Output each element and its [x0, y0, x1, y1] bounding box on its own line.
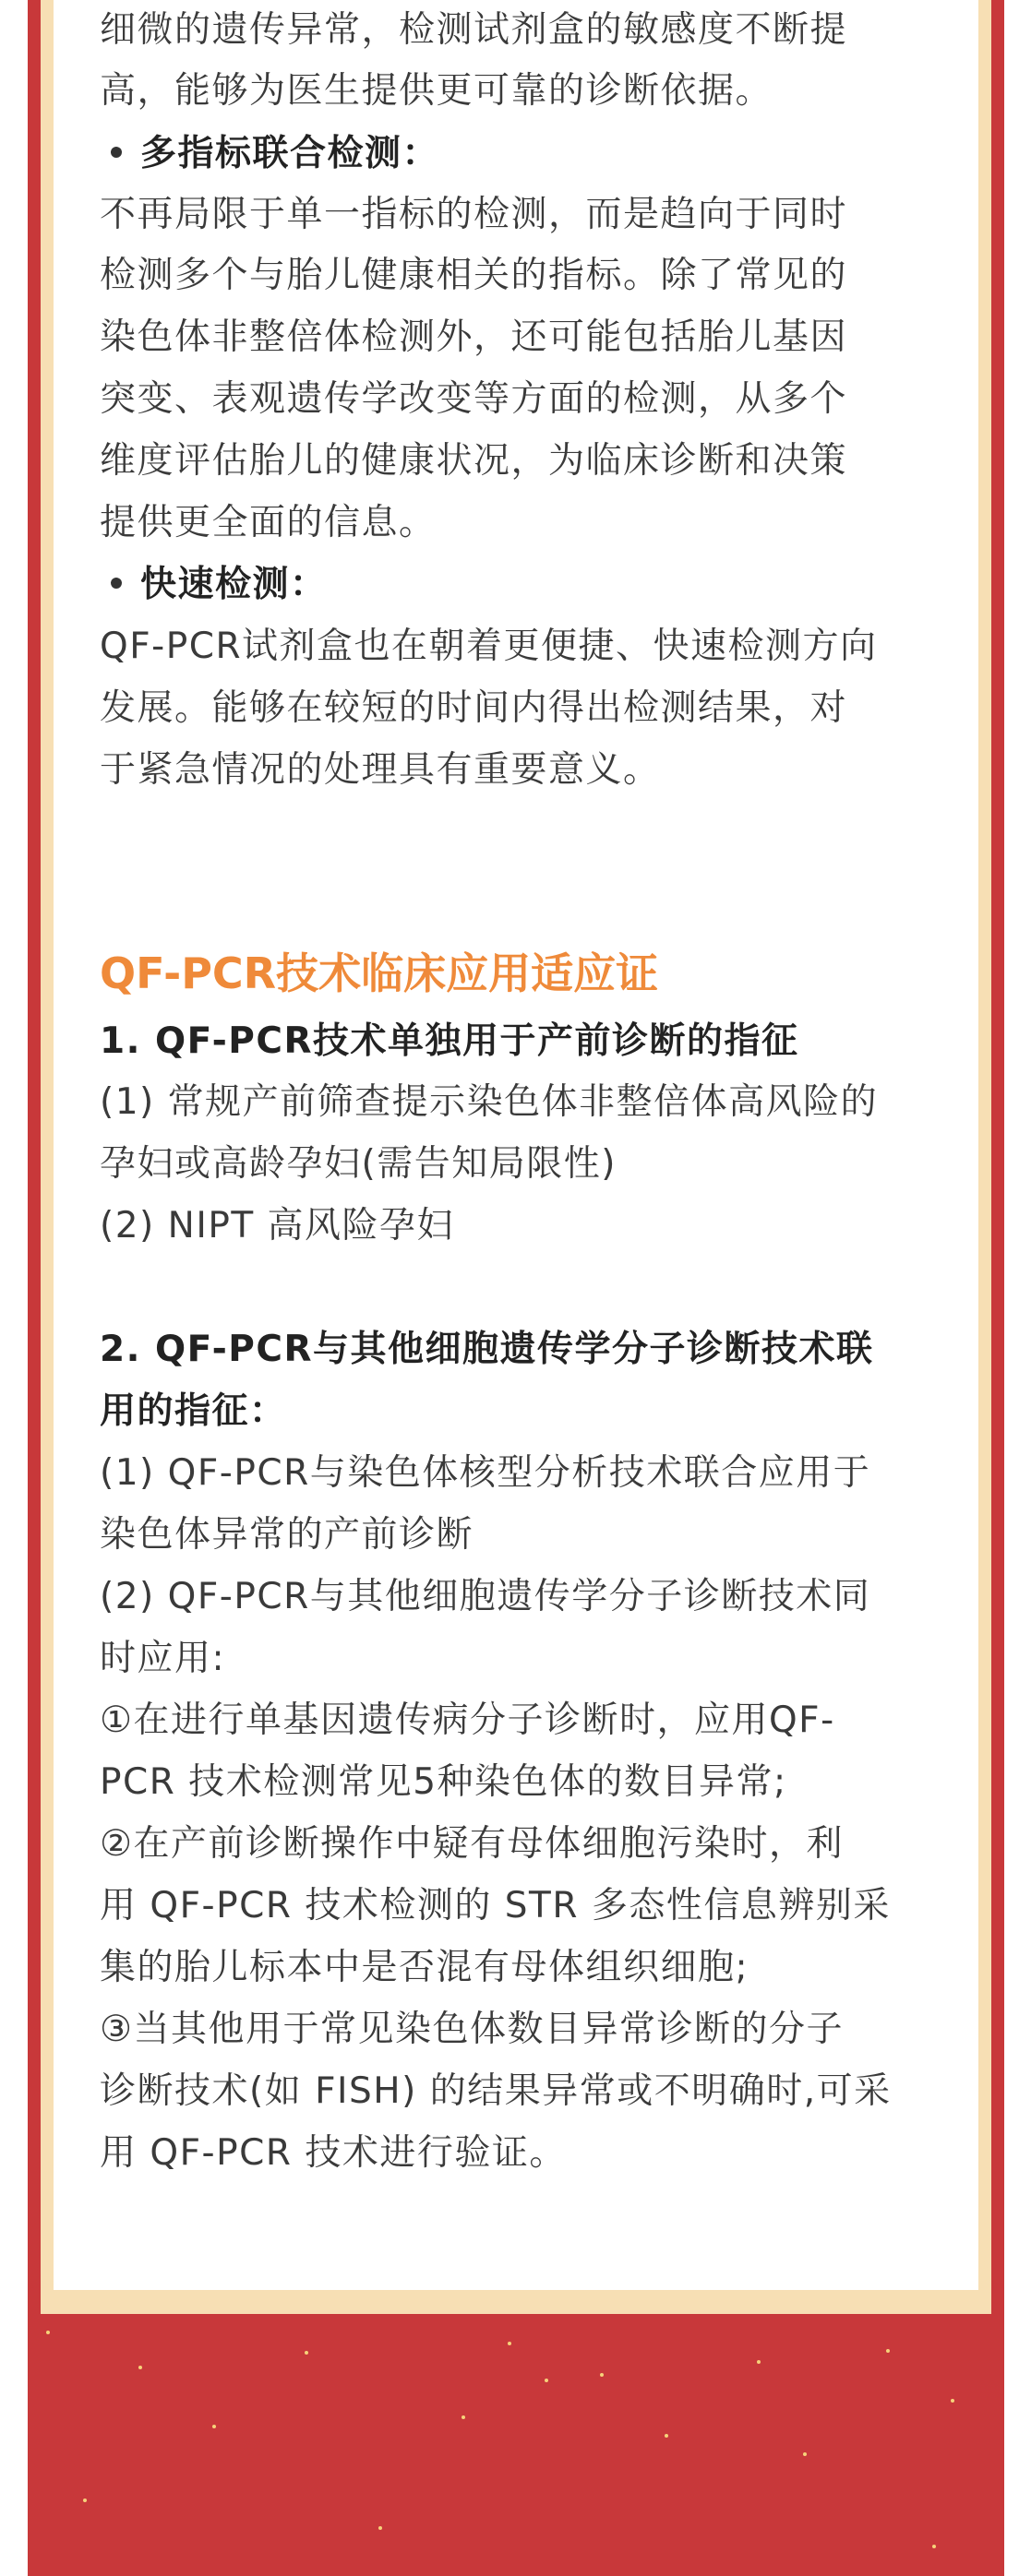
paragraph-line: 高，能够为医生提供更可靠的诊断依据。	[100, 70, 773, 112]
subsection-title: 1. QF-PCR技术单独用于产前诊断的指征	[100, 1020, 799, 1062]
paragraph-line: 发展。能够在较短的时间内得出检测结果，对	[100, 687, 848, 729]
bullet-label: 快速检测：	[140, 564, 328, 605]
list-item-line: 染色体异常的产前诊断	[100, 1514, 474, 1556]
list-item-line: 集的胎儿标本中是否混有母体组织细胞;	[100, 1947, 749, 1988]
list-item-line: 用 QF-PCR 技术进行验证。	[100, 2132, 567, 2174]
right-red-border	[991, 0, 1004, 2576]
list-item-line: PCR 技术检测常见5种染色体的数目异常;	[100, 1761, 787, 1803]
sparkle-decoration	[757, 2360, 761, 2364]
list-item-line: ②在产前诊断操作中疑有母体细胞污染时，利	[100, 1823, 844, 1865]
bullet-item-multi-index	[100, 124, 439, 185]
sparkle-decoration	[138, 2366, 142, 2369]
sparkle-decoration	[665, 2434, 668, 2438]
paragraph-line: 不再局限于单一指标的检测，而是趋向于同时	[100, 194, 848, 235]
paragraph-line: 维度评估胎儿的健康状况，为临床诊断和决策	[100, 440, 848, 482]
bullet-label: 多指标联合检测：	[140, 133, 440, 174]
paragraph-line: 突变、表观遗传学改变等方面的检测，从多个	[100, 378, 848, 420]
list-item-line: (1) QF-PCR与染色体核型分析技术联合应用于	[100, 1452, 871, 1494]
sparkle-decoration	[886, 2349, 890, 2353]
paragraph-line: QF-PCR试剂盒也在朝着更便捷、快速检测方向	[100, 626, 878, 667]
sparkle-decoration	[951, 2399, 954, 2403]
left-red-border	[28, 0, 41, 2576]
bullet-dot-icon	[111, 578, 122, 589]
bottom-decorative-band	[28, 2314, 1004, 2576]
section-heading: QF-PCR技术临床应用适应证	[100, 948, 659, 998]
sparkle-decoration	[600, 2373, 604, 2377]
sparkle-decoration	[545, 2379, 548, 2382]
list-item-line: ③当其他用于常见染色体数目异常诊断的分子	[100, 2009, 844, 2050]
list-item-line: (2) NIPT 高风险孕妇	[100, 1205, 455, 1246]
list-item-line: 用 QF-PCR 技术检测的 STR 多态性信息辨别采	[100, 1885, 891, 1926]
sparkle-decoration	[462, 2415, 465, 2419]
bullet-dot-icon	[111, 147, 122, 158]
paragraph-line: 染色体非整倍体检测外，还可能包括胎儿基因	[100, 316, 848, 358]
list-item-line: 时应用:	[100, 1638, 226, 1679]
paragraph-line: 于紧急情况的处理具有重要意义。	[100, 749, 661, 791]
sparkle-decoration	[305, 2351, 308, 2355]
sparkle-decoration	[83, 2498, 87, 2502]
list-item-line: ①在进行单基因遗传病分子诊断时，应用QF-	[100, 1699, 835, 1741]
paragraph-line: 检测多个与胎儿健康相关的指标。除了常见的	[100, 255, 848, 296]
sparkle-decoration	[212, 2425, 216, 2428]
list-item-line: (1) 常规产前筛查提示染色体非整倍体高风险的	[100, 1081, 879, 1123]
paragraph-line: 提供更全面的信息。	[100, 502, 437, 543]
paragraph-line: 细微的遗传异常，检测试剂盒的敏感度不断提	[100, 9, 848, 51]
sparkle-decoration	[508, 2342, 511, 2345]
subsection-title: 2. QF-PCR与其他细胞遗传学分子诊断技术联	[100, 1329, 874, 1370]
sparkle-decoration	[803, 2452, 807, 2456]
bullet-item-fast-detection	[100, 555, 328, 615]
subsection-title: 用的指征：	[100, 1390, 287, 1432]
sparkle-decoration	[46, 2331, 50, 2334]
list-item-line: 诊断技术(如 FISH) 的结果异常或不明确时,可采	[100, 2070, 892, 2112]
sparkle-decoration	[378, 2526, 382, 2530]
list-item-line: (2) QF-PCR与其他细胞遗传学分子诊断技术同	[100, 1576, 871, 1617]
sparkle-decoration	[932, 2545, 936, 2548]
list-item-line: 孕妇或高龄孕妇(需告知局限性)	[100, 1143, 617, 1185]
